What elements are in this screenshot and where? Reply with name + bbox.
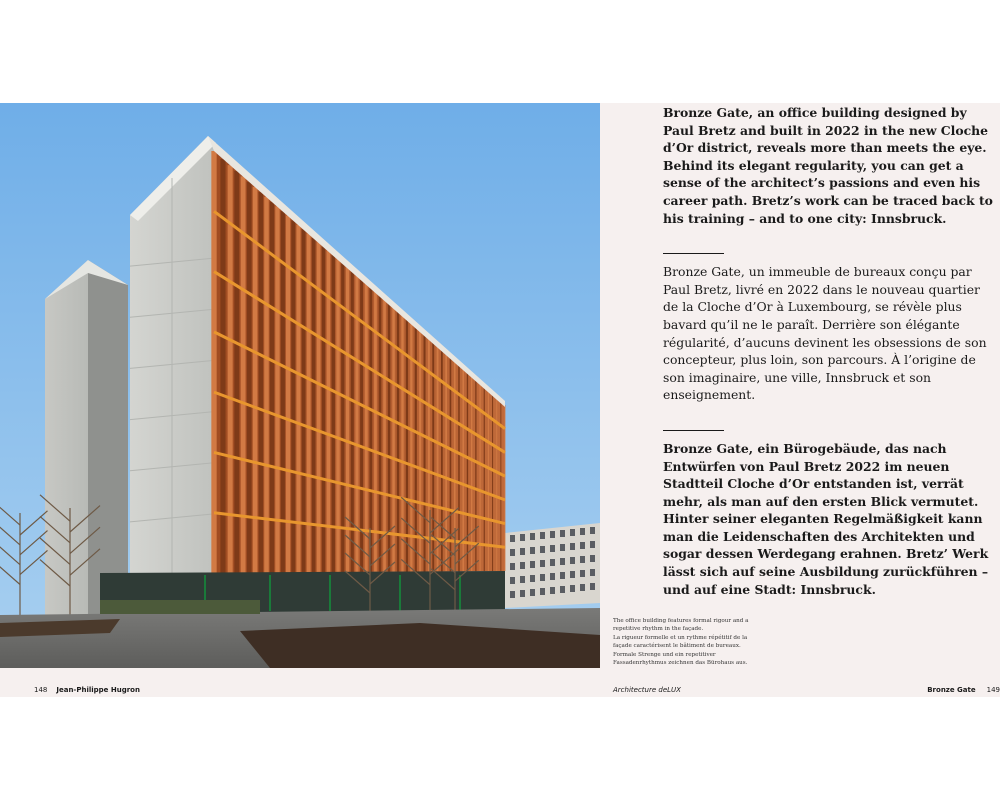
- divider-rule: [663, 430, 724, 431]
- page-number-right: 149: [986, 686, 1000, 694]
- running-title: Bronze Gate: [927, 686, 976, 694]
- footer-left: [34, 686, 140, 694]
- body-text: [663, 104, 993, 598]
- caption-french: La rigueur formelle et un rythme répétitif de la façade caractérisent le bâtiment de bureaux.: [613, 635, 748, 649]
- footer-right: [927, 686, 1000, 694]
- building-photo: [0, 103, 600, 668]
- photo-caption: [613, 618, 763, 670]
- hedge: [100, 600, 260, 614]
- paragraph-german: Bronze Gate, ein Bürogebäude, das nach Entwürfen von Paul Bretz 2022 im neuen Stadtteil Cloche d’Or entstanden ist, verrät mehr, als man auf den ersten Blick vermutet. Hinter seiner eleganten Regelmäßigkeit kann man die Leidenschaften des Architekten und sogar dessen Werdegang erahnen. Bretz’ Werk lässt sich auf seine Ausbildung zurückführen – und auf eine Stadt: Innsbruck.: [663, 440, 989, 597]
- left-tower: [45, 260, 128, 618]
- publication-brand: deLUX: [658, 686, 681, 694]
- author-name: Jean-Philippe Hugron: [56, 686, 140, 694]
- background-apartments: [505, 523, 600, 608]
- divider-rule: [663, 253, 724, 254]
- paragraph-french: Bronze Gate, un immeuble de bureaux conçu par Paul Bretz, livré en 2022 dans le nouveau quartier de la Cloche d’Or à Luxembourg, se révèle plus bavard qu’il ne le paraît. Derrière son élégante régularité, d’aucuns devinent les obsessions de son concepteur, plus loin, son parcours. À l’origine de son imaginaire, une ville, Innsbruck et son enseignement.: [663, 264, 987, 403]
- paragraph-english: Bronze Gate, an office building designed by Paul Bretz and built in 2022 in the new Cloche d’Or district, reveals more than meets the eye. Behind its elegant regularity, you can get a sense of the architect’s passions and even his career path. Bretz’s work can be traced back to his training – and to one city: Innsbruck.: [663, 105, 993, 226]
- footer-publication: [613, 686, 681, 694]
- caption-german: Formale Strenge und ein repetitiver Fassadenrhythmus zeichnen das Bürohaus aus.: [613, 652, 748, 666]
- page-number-left: 148: [34, 686, 48, 694]
- publication-name: Architecture: [613, 686, 657, 694]
- book-spread: [0, 103, 1000, 697]
- caption-english: The office building features formal rigour and a repetitive rhythm in the façade.: [613, 618, 749, 632]
